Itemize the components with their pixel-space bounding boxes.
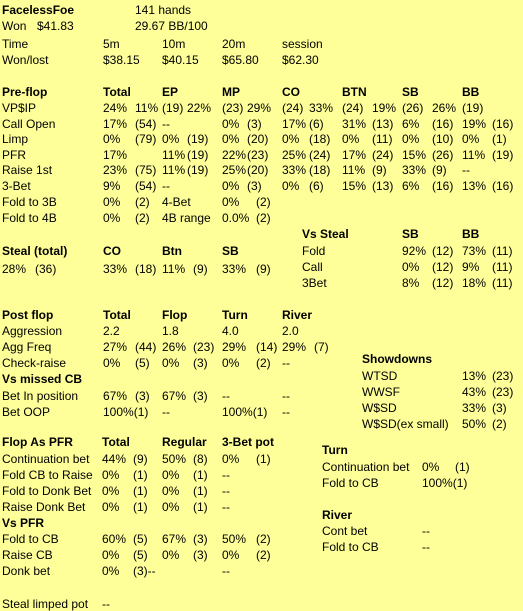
flop-pfr-cell-value: -- bbox=[222, 484, 230, 498]
showdowns-title: Showdowns bbox=[362, 352, 432, 366]
preflop-cell-value: 9% bbox=[103, 178, 121, 193]
preflop-cell-value: (24) bbox=[282, 101, 304, 115]
postflop-cell-value: 29% bbox=[222, 340, 247, 354]
preflop-row-label: Call Open bbox=[2, 116, 56, 131]
steal-header-co: CO bbox=[103, 244, 121, 258]
flop-pfr-cell-value: 44% bbox=[102, 452, 127, 466]
four-bet-n: (2) bbox=[256, 195, 271, 209]
fold-to-4b-value: 0% bbox=[103, 211, 121, 225]
preflop-header-ep: EP bbox=[162, 85, 179, 99]
vs-steal-bb-value: 73% bbox=[462, 244, 487, 258]
flop-pfr-cell-value: -- bbox=[222, 500, 230, 514]
flop-pfr-cell-value: 0% bbox=[162, 468, 180, 482]
fold-to-4b-n: (2) bbox=[135, 211, 150, 225]
postflop-cell-value: 0% bbox=[162, 356, 180, 370]
missed-cb-cell-value: -- bbox=[282, 389, 290, 403]
preflop-cell-value: 33% bbox=[282, 163, 307, 177]
turn-title: Turn bbox=[322, 443, 348, 457]
river-title: River bbox=[322, 508, 353, 522]
preflop-header-btn: BTN bbox=[342, 85, 367, 99]
showdowns-value: 33% bbox=[462, 401, 487, 415]
preflop-cell-value: 6% bbox=[402, 178, 420, 193]
showdowns-count: (23) bbox=[492, 385, 514, 399]
flop-pfr-cell-count: (1) bbox=[133, 468, 148, 482]
preflop-cell-count: (54) bbox=[135, 178, 157, 193]
turn-count: (1) bbox=[455, 460, 470, 474]
preflop-header-mp: MP bbox=[222, 85, 240, 99]
preflop-cell-count: (19) bbox=[187, 132, 209, 146]
preflop-row-label: 3-Bet bbox=[2, 178, 31, 193]
missed-cb-cell-count: (3) bbox=[135, 389, 150, 403]
missed-cb-cell-value: 67% bbox=[162, 389, 187, 403]
flop-pfr-cell-count: (8) bbox=[193, 452, 208, 466]
vs-pfr-cell-value: 0% bbox=[222, 548, 240, 562]
preflop-cell-value: (23) bbox=[222, 101, 244, 115]
flop-pfr-cell-value: -- bbox=[222, 468, 230, 482]
preflop-cell-count: (11) bbox=[372, 132, 393, 146]
vs-steal-sb-value: 92% bbox=[402, 244, 427, 258]
time-col-10m: 10m bbox=[162, 37, 186, 51]
preflop-cell-count: (23) bbox=[247, 147, 269, 162]
preflop-header-bb: BB bbox=[462, 85, 480, 99]
postflop-cell-value: 2.0 bbox=[282, 324, 299, 338]
vs-steal-bb-count: (11) bbox=[492, 260, 513, 274]
showdowns-row-label: WTSD bbox=[362, 369, 398, 383]
vs-steal-row-label: 3Bet bbox=[302, 276, 327, 290]
player-name: FacelessFoe bbox=[2, 3, 75, 17]
preflop-cell-count: (18) bbox=[309, 132, 331, 146]
preflop-cell-value: 31% bbox=[342, 116, 367, 131]
postflop-cell-value: 4.0 bbox=[222, 324, 239, 338]
preflop-cell-count: (19) bbox=[187, 147, 209, 162]
preflop-row-label: PFR bbox=[2, 147, 26, 162]
preflop-cell-value: 0% bbox=[162, 132, 180, 146]
won-amount: $41.83 bbox=[37, 19, 74, 33]
vs-steal-sb-value: 8% bbox=[402, 276, 420, 290]
vs-pfr-cell-value: 0% bbox=[102, 548, 120, 562]
vs-steal-row-label: Call bbox=[302, 260, 323, 274]
flop-pfr-cell-value: 0% bbox=[102, 484, 120, 498]
steal-co-n: (18) bbox=[135, 262, 157, 276]
vs-pfr-cell-count: (3) bbox=[193, 548, 208, 562]
postflop-cell-value: 27% bbox=[103, 340, 128, 354]
preflop-cell-value: 17% bbox=[342, 147, 367, 162]
vs-steal-title: Vs Steal bbox=[302, 227, 349, 241]
flop-pfr-cell-value: 50% bbox=[162, 452, 187, 466]
missed-cb-cell-value: 100%(1) bbox=[103, 405, 149, 419]
four-bet-range-label: 4B range bbox=[162, 211, 211, 225]
preflop-cell-count: (16) bbox=[492, 116, 514, 131]
vs-pfr-cell-count: (5) bbox=[133, 532, 148, 546]
postflop-cell-value: -- bbox=[282, 356, 290, 370]
preflop-cell-value: 23% bbox=[103, 163, 128, 177]
vs-pfr-cell-value: -- bbox=[222, 564, 230, 578]
steal-sb-n: (9) bbox=[256, 262, 271, 276]
wonlost-5m: $38.15 bbox=[103, 53, 140, 67]
vs-pfr-cell-count: (3) bbox=[193, 532, 208, 546]
preflop-cell-count: (18) bbox=[309, 163, 331, 177]
showdowns-count: (3) bbox=[492, 401, 507, 415]
flop-pfr-cell-value: 0% bbox=[162, 484, 180, 498]
preflop-cell-count: (24) bbox=[309, 147, 331, 162]
showdowns-value: 13% bbox=[462, 369, 487, 383]
postflop-cell-count: (3) bbox=[193, 356, 208, 370]
preflop-cell-count: (3) bbox=[247, 178, 262, 193]
vs-pfr-row-label: Raise CB bbox=[2, 548, 53, 562]
vs-pfr-cell-value: 0% bbox=[102, 564, 120, 578]
steal-limped-pot-label: Steal limped pot bbox=[2, 597, 89, 611]
preflop-cell-value: 11% bbox=[162, 163, 186, 177]
wonlost-session: $62.30 bbox=[282, 53, 319, 67]
preflop-cell-value: -- bbox=[162, 178, 170, 193]
preflop-header-co: CO bbox=[282, 85, 300, 99]
flop-pfr-cell-value: 0% bbox=[102, 468, 120, 482]
preflop-cell-value: 0% bbox=[402, 132, 420, 146]
postflop-cell-value: 26% bbox=[162, 340, 187, 354]
preflop-cell-count: 26% bbox=[432, 101, 457, 115]
flop-pfr-header: 3-Bet pot bbox=[222, 435, 274, 449]
showdowns-count: (23) bbox=[492, 369, 514, 383]
showdowns-row-label: W$SD(ex small) bbox=[362, 417, 449, 431]
vs-pfr-cell-count: (2) bbox=[256, 532, 271, 546]
postflop-header-turn: Turn bbox=[222, 308, 248, 322]
preflop-cell-value: 6% bbox=[402, 116, 420, 131]
preflop-cell-count: (9) bbox=[372, 163, 387, 177]
preflop-header-total: Total bbox=[103, 85, 131, 99]
bb-per-100: 29.67 BB/100 bbox=[135, 19, 208, 33]
steal-total-n: (36) bbox=[35, 262, 57, 276]
postflop-header-flop: Flop bbox=[162, 308, 188, 322]
fold-to-3b-value: 0% bbox=[103, 195, 121, 209]
time-col-5m: 5m bbox=[103, 37, 120, 51]
preflop-cell-value: 11% bbox=[462, 147, 486, 162]
time-col-session: session bbox=[282, 37, 323, 51]
preflop-cell-count: (13) bbox=[372, 178, 394, 193]
preflop-title: Pre-flop bbox=[2, 85, 48, 99]
postflop-cell-value: 0% bbox=[222, 356, 240, 370]
preflop-cell-count: (6) bbox=[309, 116, 324, 131]
vs-steal-bb-value: 9% bbox=[462, 260, 480, 274]
flop-pfr-header: Total bbox=[102, 435, 130, 449]
vs-pfr-cell-count: (3)-- bbox=[133, 564, 156, 578]
hands-count: 141 hands bbox=[135, 3, 192, 17]
flop-pfr-row-label: Raise Donk Bet bbox=[2, 500, 86, 514]
flop-pfr-cell-value: 0% bbox=[162, 500, 180, 514]
preflop-row-label: Raise 1st bbox=[2, 163, 53, 177]
postflop-cell-count: (23) bbox=[193, 340, 215, 354]
preflop-cell-count: 11% bbox=[135, 101, 159, 115]
flop-pfr-row-label: Continuation bet bbox=[2, 452, 90, 466]
preflop-cell-count: (6) bbox=[309, 178, 324, 193]
preflop-cell-value: 0% bbox=[282, 178, 300, 193]
postflop-cell-count: (5) bbox=[135, 356, 150, 370]
preflop-cell-value: 33% bbox=[402, 163, 427, 177]
preflop-cell-value: 17% bbox=[103, 116, 128, 131]
vs-steal-sb-value: 0% bbox=[402, 260, 420, 274]
preflop-cell-count: (24) bbox=[372, 147, 394, 162]
preflop-cell-value: 11% bbox=[162, 147, 186, 162]
postflop-cell-count: (44) bbox=[135, 340, 157, 354]
postflop-header-total: Total bbox=[103, 308, 131, 322]
flop-pfr-cell-count: (1) bbox=[193, 484, 208, 498]
vs-steal-header-bb: BB bbox=[462, 227, 480, 241]
preflop-cell-count: (1) bbox=[492, 132, 507, 146]
steal-co-value: 33% bbox=[103, 262, 128, 276]
flop-pfr-cell-count: (1) bbox=[193, 468, 208, 482]
steal-btn-n: (9) bbox=[193, 262, 208, 276]
preflop-cell-value: 15% bbox=[402, 147, 427, 162]
preflop-cell-value: (26) bbox=[402, 101, 424, 115]
preflop-cell-value: 0% bbox=[222, 132, 240, 146]
missed-cb-cell-value: -- bbox=[282, 405, 290, 419]
vs-steal-header-sb: SB bbox=[402, 227, 419, 241]
preflop-cell-value: 25% bbox=[222, 163, 247, 177]
vs-steal-sb-count: (12) bbox=[432, 260, 454, 274]
preflop-cell-count: (16) bbox=[492, 178, 514, 193]
preflop-cell-value: 0% bbox=[282, 132, 300, 146]
preflop-cell-value: 0% bbox=[103, 132, 121, 146]
missed-cb-row-label: Bet OOP bbox=[2, 405, 51, 419]
showdowns-row-label: W$SD bbox=[362, 401, 397, 415]
steal-header-sb: SB bbox=[222, 244, 239, 258]
vs-steal-sb-count: (12) bbox=[432, 244, 454, 258]
won-label: Won bbox=[2, 19, 27, 33]
postflop-header-river: River bbox=[282, 308, 313, 322]
flop-pfr-row-label: Fold CB to Raise bbox=[2, 468, 93, 482]
preflop-cell-value: -- bbox=[462, 163, 470, 177]
preflop-cell-count: (16) bbox=[432, 116, 454, 131]
river-row-label: Fold to CB bbox=[322, 540, 379, 554]
showdowns-count: (2) bbox=[492, 417, 507, 431]
preflop-cell-count: 22% bbox=[187, 101, 212, 115]
preflop-header-sb: SB bbox=[402, 85, 419, 99]
river-row-label: Cont bet bbox=[322, 524, 368, 538]
showdowns-value: 43% bbox=[462, 385, 487, 399]
preflop-cell-value: (19) bbox=[162, 101, 184, 115]
four-bet-value: 0% bbox=[222, 195, 240, 209]
postflop-row-label: Check-raise bbox=[2, 356, 67, 370]
preflop-cell-value: 15% bbox=[342, 178, 367, 193]
preflop-cell-count: 29% bbox=[247, 101, 272, 115]
fold-to-4b-label: Fold to 4B bbox=[2, 211, 57, 225]
preflop-cell-value: 0% bbox=[222, 178, 240, 193]
vs-missed-cb-title: Vs missed CB bbox=[2, 372, 83, 386]
preflop-cell-value: 13% bbox=[462, 178, 487, 193]
preflop-cell-value: 25% bbox=[282, 147, 307, 162]
preflop-cell-count: (19) bbox=[492, 147, 514, 162]
flop-pfr-header: Regular bbox=[162, 435, 207, 449]
preflop-cell-count: (16) bbox=[432, 178, 454, 193]
preflop-cell-count: (9) bbox=[432, 163, 447, 177]
preflop-cell-value: 11% bbox=[342, 163, 366, 177]
river-value: -- bbox=[422, 540, 430, 554]
flop-pfr-cell-count: (1) bbox=[193, 500, 208, 514]
preflop-cell-value: 22% bbox=[222, 147, 247, 162]
preflop-cell-count: (10) bbox=[432, 132, 454, 146]
turn-value: 0% bbox=[422, 460, 440, 474]
missed-cb-row-label: Bet In position bbox=[2, 389, 79, 403]
missed-cb-cell-value: 67% bbox=[103, 389, 128, 403]
turn-value: 100%(1) bbox=[422, 476, 468, 490]
steal-header-btn: Btn bbox=[162, 244, 182, 258]
preflop-cell-count: (54) bbox=[135, 116, 157, 131]
preflop-cell-count: (26) bbox=[432, 147, 454, 162]
four-bet-range-value: 0.0% bbox=[222, 211, 250, 225]
preflop-cell-count: 33% bbox=[309, 101, 334, 115]
preflop-cell-count: (3) bbox=[247, 116, 262, 131]
postflop-cell-value: 2.2 bbox=[103, 324, 120, 338]
vs-pfr-cell-value: 50% bbox=[222, 532, 247, 546]
preflop-cell-count: (13) bbox=[372, 116, 394, 131]
vs-steal-bb-count: (11) bbox=[492, 244, 513, 258]
flop-pfr-cell-count: (1) bbox=[133, 484, 148, 498]
missed-cb-cell-value: -- bbox=[162, 405, 170, 419]
steal-btn-value: 11% bbox=[162, 262, 186, 276]
missed-cb-cell-value: -- bbox=[222, 389, 230, 403]
fold-to-3b-label: Fold to 3B bbox=[2, 195, 57, 209]
turn-row-label: Fold to CB bbox=[322, 476, 379, 490]
preflop-cell-count: (75) bbox=[135, 163, 157, 177]
preflop-cell-value: 0% bbox=[222, 116, 240, 131]
flop-pfr-cell-count: (1) bbox=[256, 452, 271, 466]
fold-to-3b-n: (2) bbox=[135, 195, 150, 209]
four-bet-range-n: (2) bbox=[256, 211, 271, 225]
wonlost-label: Won/lost bbox=[2, 53, 49, 67]
preflop-cell-value: 24% bbox=[103, 101, 128, 115]
postflop-title: Post flop bbox=[2, 308, 54, 322]
preflop-cell-count: (19) bbox=[187, 163, 209, 177]
preflop-cell-value: (24) bbox=[342, 101, 364, 115]
postflop-cell-count: (2) bbox=[256, 356, 271, 370]
four-bet-label: 4-Bet bbox=[162, 195, 191, 209]
vs-steal-bb-count: (11) bbox=[492, 276, 513, 290]
time-label: Time bbox=[2, 37, 29, 51]
postflop-cell-count: (14) bbox=[256, 340, 278, 354]
flop-pfr-cell-count: (9) bbox=[133, 452, 148, 466]
missed-cb-cell-count: (3) bbox=[193, 389, 208, 403]
postflop-row-label: Aggression bbox=[2, 324, 63, 338]
showdowns-row-label: WWSF bbox=[362, 385, 400, 399]
preflop-cell-value: 17% bbox=[282, 116, 307, 131]
vs-pfr-cell-count: (5) bbox=[133, 548, 148, 562]
wonlost-10m: $40.15 bbox=[162, 53, 199, 67]
vs-steal-bb-value: 18% bbox=[462, 276, 487, 290]
preflop-cell-count: (79) bbox=[135, 132, 157, 146]
steal-sb-value: 33% bbox=[222, 262, 247, 276]
postflop-cell-value: 0% bbox=[103, 356, 121, 370]
steal-limped-pot-value: -- bbox=[102, 597, 110, 611]
preflop-cell-value: -- bbox=[162, 116, 170, 131]
flop-pfr-cell-value: 0% bbox=[222, 452, 240, 466]
postflop-cell-value: 29% bbox=[282, 340, 307, 354]
preflop-cell-count: (20) bbox=[247, 132, 269, 146]
vs-pfr-cell-count: (2) bbox=[256, 548, 271, 562]
vs-pfr-row-label: Fold to CB bbox=[2, 532, 59, 546]
flop-pfr-cell-value: 0% bbox=[102, 500, 120, 514]
preflop-cell-value: 17% bbox=[103, 147, 128, 162]
steal-title: Steal (total) bbox=[2, 244, 68, 258]
postflop-row-label: Agg Freq bbox=[2, 340, 52, 354]
time-col-20m: 20m bbox=[222, 37, 246, 51]
preflop-cell-count: 19% bbox=[372, 101, 397, 115]
vs-pfr-row-label: Donk bet bbox=[2, 564, 51, 578]
vs-steal-row-label: Fold bbox=[302, 244, 326, 258]
wonlost-20m: $65.80 bbox=[222, 53, 259, 67]
vs-pfr-cell-value: 60% bbox=[102, 532, 127, 546]
preflop-cell-count: (20) bbox=[247, 163, 269, 177]
turn-row-label: Continuation bet bbox=[322, 460, 410, 474]
preflop-cell-value: (19) bbox=[462, 101, 484, 115]
flop-pfr-cell-count: (1) bbox=[133, 500, 148, 514]
missed-cb-cell-value: 100%(1) bbox=[222, 405, 268, 419]
vs-pfr-title: Vs PFR bbox=[2, 516, 45, 530]
preflop-row-label: VP$IP bbox=[2, 101, 37, 115]
preflop-cell-value: 0% bbox=[342, 132, 360, 146]
river-value: -- bbox=[422, 524, 430, 538]
showdowns-value: 50% bbox=[462, 417, 487, 431]
preflop-cell-value: 19% bbox=[462, 116, 487, 131]
preflop-cell-value: 0% bbox=[462, 132, 480, 146]
flop-pfr-row-label: Fold to Donk Bet bbox=[2, 484, 92, 498]
postflop-cell-value: 1.8 bbox=[162, 324, 179, 338]
preflop-row-label: Limp bbox=[2, 132, 29, 146]
vs-pfr-cell-value: 0% bbox=[162, 548, 180, 562]
steal-total-value: 28% bbox=[2, 262, 27, 276]
vs-pfr-cell-value: 67% bbox=[162, 532, 187, 546]
flop-as-pfr-title: Flop As PFR bbox=[2, 435, 73, 449]
vs-steal-sb-count: (12) bbox=[432, 276, 454, 290]
postflop-cell-count: (7) bbox=[314, 340, 329, 354]
